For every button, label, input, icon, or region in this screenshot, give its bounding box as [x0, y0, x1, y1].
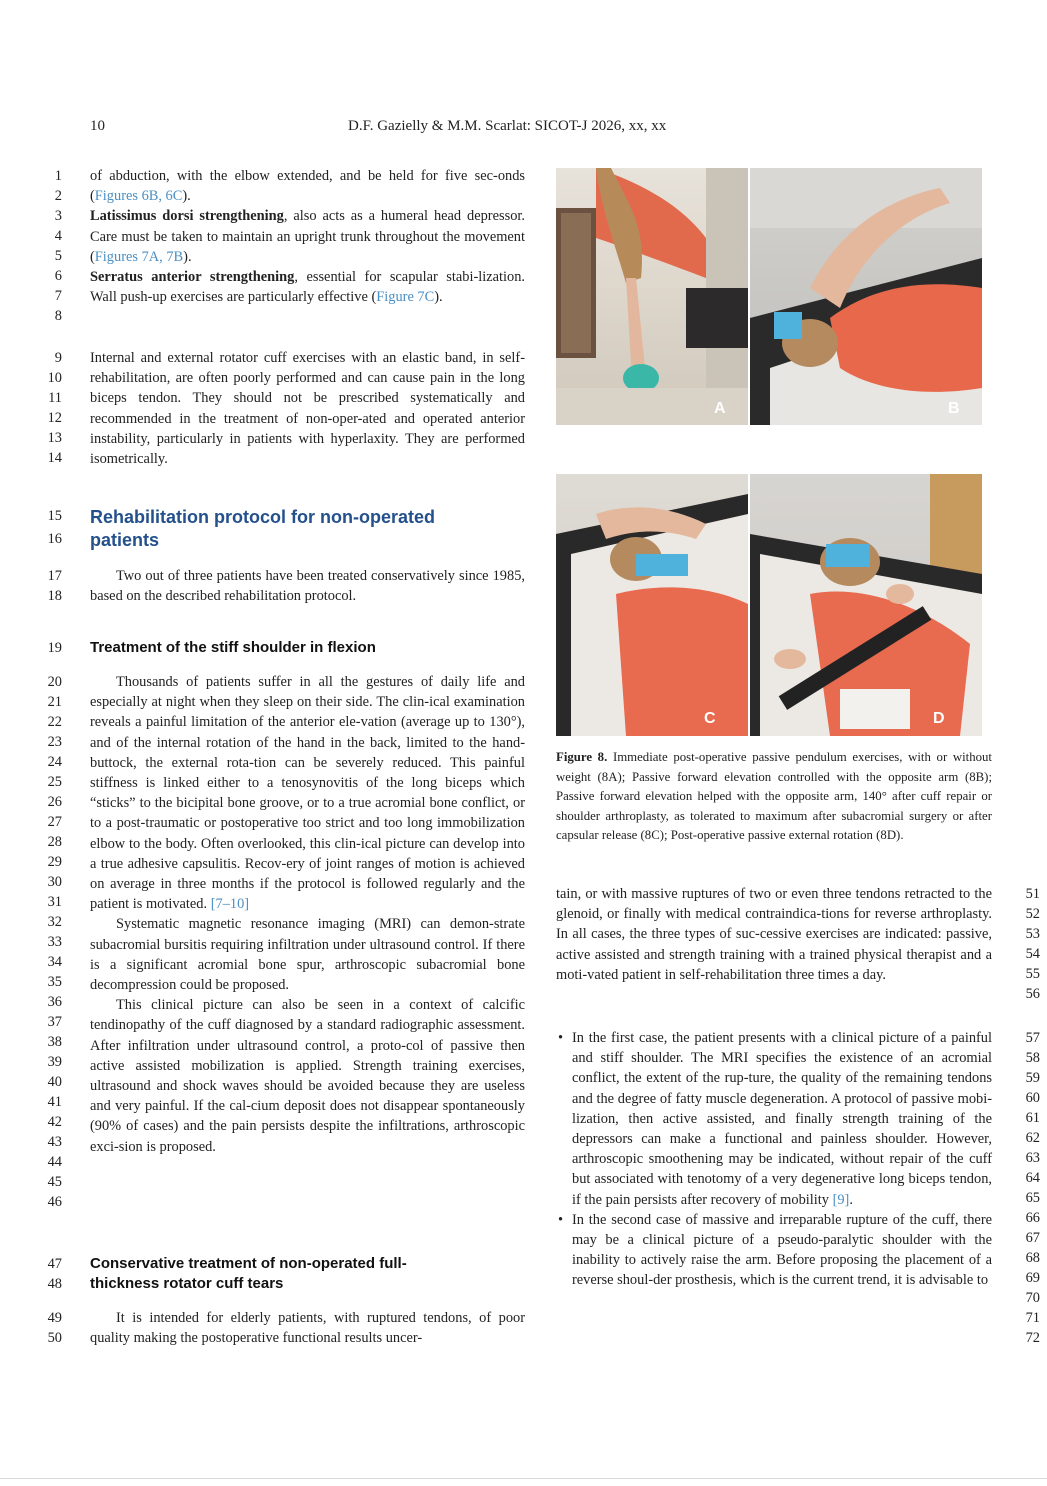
line-number: 11 — [48, 390, 62, 406]
line-number: 27 — [47, 814, 62, 830]
subsection-title-stiff-shoulder: Treatment of the stiff shoulder in flexion — [90, 639, 376, 656]
figure-link[interactable]: Figures 6B, 6C — [94, 188, 183, 205]
left-column-block-2 — [90, 672, 525, 1157]
line-number: 9 — [54, 350, 62, 366]
line-number: 31 — [47, 894, 62, 910]
line-number: 43 — [47, 1134, 62, 1150]
figure-photo-a — [556, 168, 748, 425]
line-number: 18 — [47, 588, 62, 604]
line-number: 50 — [47, 1330, 62, 1346]
line-number: 54 — [1025, 946, 1040, 962]
paragraph-latissimus: Latissimus dorsi strengthening, also acts as a humeral head depressor. Care must be taken to maintain an upright trunk throughout the movement (Figures 7A, 7B). — [90, 208, 525, 265]
line-number: 6 — [54, 268, 62, 284]
line-number: 2 — [54, 188, 62, 204]
case-list — [556, 1028, 992, 1291]
line-number: 28 — [47, 834, 62, 850]
line-number: 37 — [47, 1014, 62, 1030]
running-header — [90, 118, 735, 138]
line-number: 12 — [47, 410, 62, 426]
line-number: 1 — [54, 168, 62, 184]
line-number: 21 — [47, 694, 62, 710]
face-blur — [826, 544, 870, 567]
line-number: 41 — [47, 1094, 62, 1110]
line-number: 10 — [47, 370, 62, 386]
line-number: 46 — [47, 1194, 62, 1210]
citation-link[interactable]: [7–10] — [210, 896, 250, 913]
figure-caption: Figure 8. Immediate post-operative passive pendulum exercises, with or without weight (8A); Passive forward elevation controlled with the opposite arm (8B); Passive forward elevation helped with the opposite arm, 140° after cuff repair or shoulder arthroplasty, as tolerated to maximum after subacromial surgery or after capsular release (8C); Post-operative passive external rotation (8D). — [556, 750, 992, 843]
line-number: 35 — [47, 974, 62, 990]
line-number: 61 — [1025, 1110, 1040, 1126]
line-number: 16 — [47, 531, 62, 547]
line-number: 71 — [1025, 1310, 1040, 1326]
line-number: 19 — [47, 640, 62, 656]
line-number: 69 — [1025, 1270, 1040, 1286]
line-number: 65 — [1025, 1190, 1040, 1206]
pendulum-exercise-illustration — [556, 168, 748, 425]
line-number: 3 — [54, 208, 62, 224]
paragraph-conservative-indications: tain, or with massive ruptures of two or even three tendons retracted to the glenoid, or finally with medical contraindica-tions for reverse arthroplasty. In all cases, the three types of suc-cessive exercises are indicated: passive, active assisted and strength training with a trained physical therapist and a moti-vated patient in self-rehabilitation three times a day. — [556, 886, 992, 983]
line-number: 36 — [47, 994, 62, 1010]
list-item-second-case: • In the second case of massive and irreparable rupture of the cuff, there may be a clinical picture of a pseudo-paralytic shoulder with the inability to actively raise the arm. Before proposing the placement of a reverse shoul-der prosthesis, which is the current trend, it is advisable to — [556, 1210, 992, 1291]
line-number: 23 — [47, 734, 62, 750]
line-number: 58 — [1025, 1050, 1040, 1066]
line-number: 17 — [47, 568, 62, 584]
line-number: 20 — [47, 674, 62, 690]
figure-photo-c — [556, 474, 748, 736]
line-number: 44 — [47, 1154, 62, 1170]
line-number: 22 — [47, 714, 62, 730]
line-number: 45 — [47, 1174, 62, 1190]
running-title: D.F. Gazielly & M.M. Scarlat: SICOT-J 2026, xx, xx — [348, 118, 667, 134]
line-number: 62 — [1025, 1130, 1040, 1146]
line-number: 56 — [1025, 986, 1040, 1002]
paragraph-elderly: It is intended for elderly patients, with ruptured tendons, of poor quality making the postoperative functional results uncer- — [90, 1310, 525, 1347]
left-column-block-1 — [90, 166, 525, 307]
line-number: 47 — [47, 1256, 62, 1272]
line-number: 49 — [47, 1310, 62, 1326]
face-blur — [636, 554, 688, 576]
line-number: 39 — [47, 1054, 62, 1070]
paragraph-abduction: of abduction, with the elbow extended, and be held for five sec-onds (Figures 6B, 6C). — [90, 168, 525, 205]
line-number: 51 — [1025, 886, 1040, 902]
line-number: 7 — [54, 288, 62, 304]
line-number: 25 — [47, 774, 62, 790]
line-number: 40 — [47, 1074, 62, 1090]
figure-label-b: B — [948, 400, 960, 417]
section-title: Rehabilitation protocol for non-operated patients — [90, 507, 435, 550]
line-number: 52 — [1025, 906, 1040, 922]
line-number: 42 — [47, 1114, 62, 1130]
paragraph-serratus: Serratus anterior strengthening, essential for scapular stabi-lization. Wall push-up exercises are particularly effective (Figure 7C). — [90, 269, 525, 306]
line-number: 29 — [47, 854, 62, 870]
assisted-elevation-illustration — [556, 474, 748, 736]
face-blur — [774, 312, 802, 339]
figure-caption-label: Figure 8. — [556, 750, 608, 764]
figure-label-c: C — [704, 710, 716, 727]
line-number: 24 — [47, 754, 62, 770]
forward-elevation-illustration — [750, 168, 982, 425]
figure-label-d: D — [933, 710, 945, 727]
subsection-title-cuff-tears: Conservative treatment of non-operated full- thickness rotator cuff tears — [90, 1255, 407, 1292]
external-rotation-illustration — [750, 474, 982, 736]
line-number: 72 — [1025, 1330, 1040, 1346]
line-number: 15 — [47, 508, 62, 524]
line-number: 33 — [47, 934, 62, 950]
figure-photo-b — [750, 168, 982, 425]
line-number: 53 — [1025, 926, 1040, 942]
figure-photo-d — [750, 474, 982, 736]
line-number: 32 — [47, 914, 62, 930]
line-number: 48 — [47, 1276, 62, 1292]
line-number: 55 — [1025, 966, 1040, 982]
paragraph-stiff-shoulder: Thousands of patients suffer in all the gestures of daily life and especially at night when they sleep on their side. The clin-ical examination reveals a painful limitation of the anterior ele-vation (average up to 130°), and of the internal rotation of the hand in the back, limited to the hand-buttock, the external rota-tion can be severely reduced. This painful stiffness is linked either to a tenosynovitis of the long biceps which “sticks” to the bicipital bone groove, or to a true acromial bone conflict, or to a post-traumatic or postoperative too strict and too long immobilization elbow to the body. Often overlooked, this clin-ical picture can develop into a true adhesive capsulitis. Recov-ery of joint ranges of motion is achieved on average in three months if the protocol is followed regularly and the patient is motivated. [7–10] — [90, 674, 525, 913]
line-number: 66 — [1025, 1210, 1040, 1226]
line-number: 57 — [1025, 1030, 1040, 1046]
citation-link[interactable]: [9] — [832, 1191, 850, 1208]
line-number: 8 — [54, 308, 62, 324]
line-number: 26 — [47, 794, 62, 810]
line-number: 64 — [1025, 1170, 1040, 1186]
paragraph-conservative-intro: Two out of three patients have been treated conservatively since 1985, based on the described rehabilitation protocol. — [90, 568, 525, 605]
line-number: 67 — [1025, 1230, 1040, 1246]
figure-label-a: A — [714, 400, 726, 417]
list-item-first-case: • In the first case, the patient presents with a clinical picture of a painful and stiff shoulder. The MRI specifies the existence of an acromial conflict, the extent of the rup-ture, the quality of the remaining tendons and the degree of fatty muscle degeneration. A protocol of passive mobi-lization, then active assisted, and finally strength training of the depressors can make a functional and painless shoulder. However, arthroscopic smoothening may be indicated, without repair of the cuff but associated with tenotomy of a very degenerative long biceps tendon, if the pain persists after recovery of mobility [9]. — [556, 1028, 992, 1210]
line-number: 38 — [47, 1034, 62, 1050]
line-number: 70 — [1025, 1290, 1040, 1306]
line-number: 13 — [47, 430, 62, 446]
figure-link[interactable]: Figures 7A, 7B — [94, 248, 184, 265]
line-number: 5 — [54, 248, 62, 264]
line-number: 4 — [54, 228, 62, 244]
page-number: 10 — [90, 118, 105, 134]
paragraph-mri: Systematic magnetic resonance imaging (MRI) can demon-strate subacromial bursitis requiring infiltration under ultrasound control. If there is a significant acromial bone spur, arthroscopic subacromial bone decompression could be proposed. — [90, 916, 525, 994]
figure-link[interactable]: Figure 7C — [376, 289, 435, 306]
line-number: 14 — [47, 450, 62, 466]
page-bottom-rule — [0, 1478, 1047, 1479]
line-number: 63 — [1025, 1150, 1040, 1166]
line-number: 34 — [47, 954, 62, 970]
line-number: 59 — [1025, 1070, 1040, 1086]
line-number: 68 — [1025, 1250, 1040, 1266]
line-number: 60 — [1025, 1090, 1040, 1106]
line-number: 30 — [47, 874, 62, 890]
paragraph-rotator-exercises: Internal and external rotator cuff exercises with an elastic band, in self-rehabilitation, are often poorly performed and can cause pain in the long biceps tendon. They should not be prescribed systematically and recommended in the treatment of non-oper-ated and operated anterior instability, particularly in patients with hyperlaxity. They are performed isometrically. — [90, 350, 525, 468]
paragraph-calcific: This clinical picture can also be seen in a context of calcific tendinopathy of the cuff diagnosed by a standard radiographic assessment. After infiltration under ultrasound control, a proto-col of passive then active assisted mobilization is applied. Strength training exercises, ultrasound and shock waves should be avoided because they are useless and very painful. If the cal-cium deposit does not disappear spontaneously (90% of cases) and the pain persists despite the infiltrations, arthroscopic exci-sion is proposed. — [90, 997, 525, 1155]
